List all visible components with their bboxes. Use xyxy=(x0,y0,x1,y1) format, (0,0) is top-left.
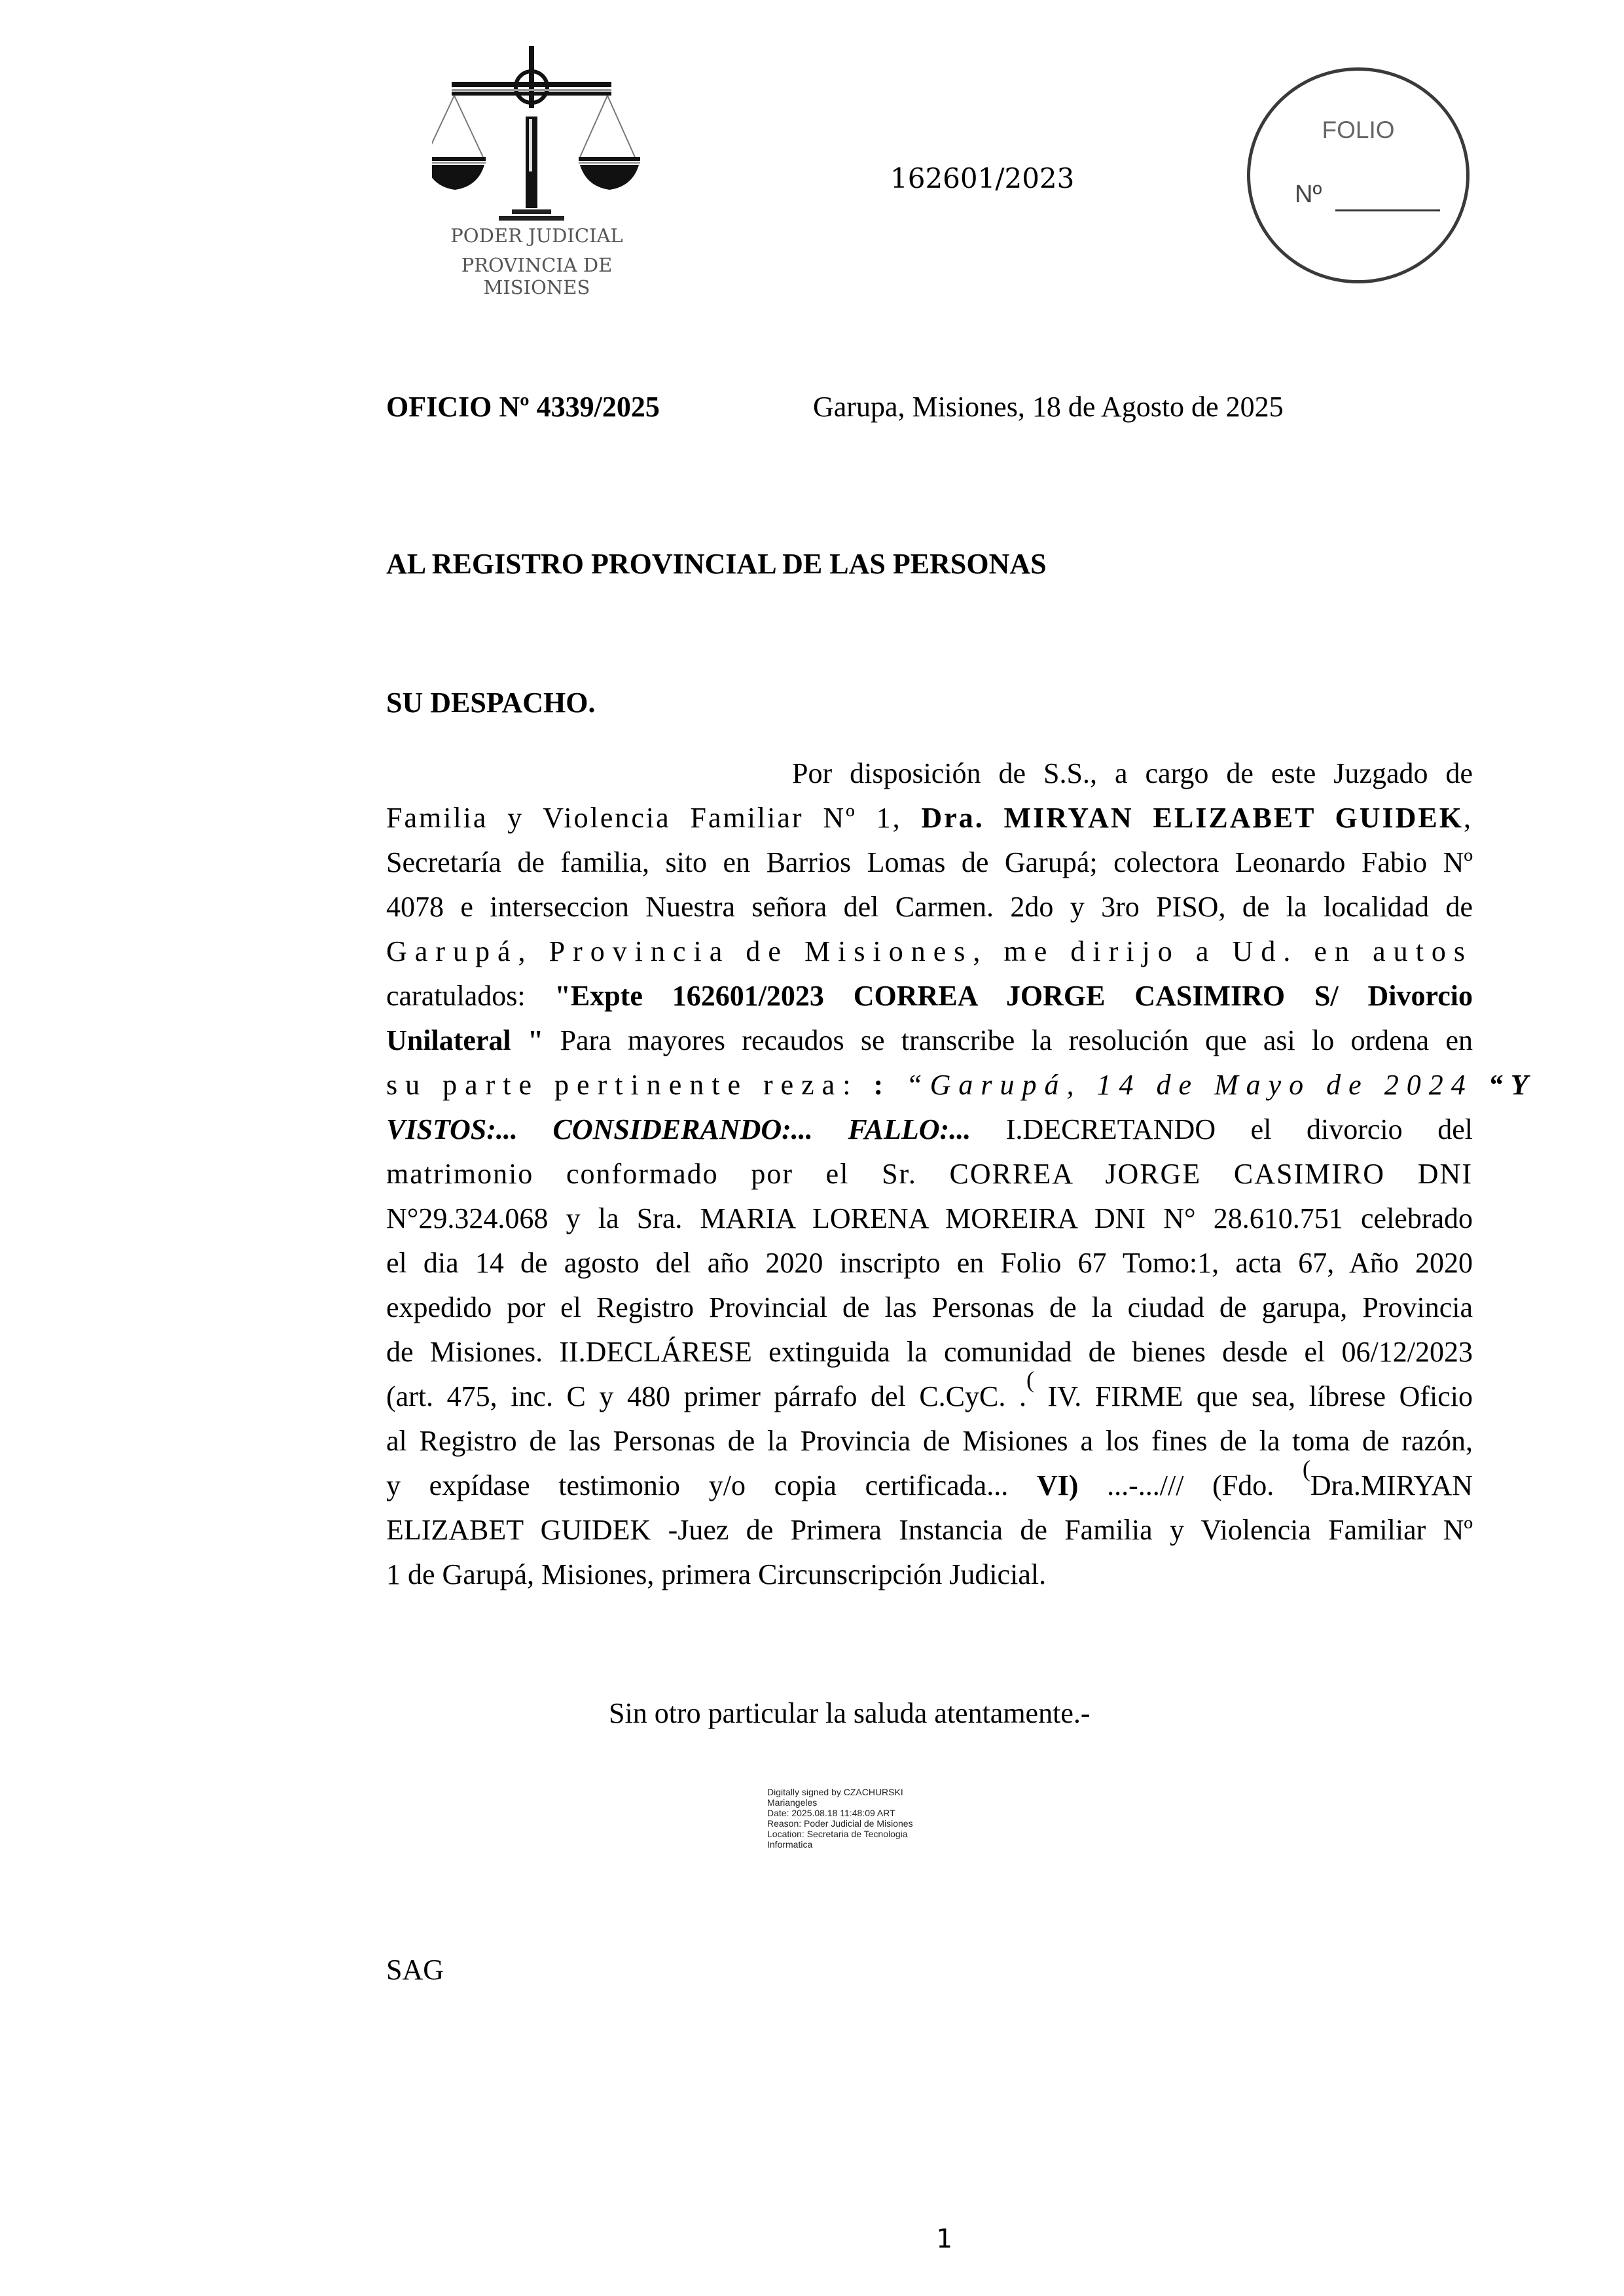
body-line: Secretaría de familia, sito en Barrios Lomas de Garupá; colectora Leonardo Fabio Nº xyxy=(386,846,1473,878)
folio-label: FOLIO xyxy=(1322,117,1395,143)
body-line: el dia 14 de agosto del año 2020 inscripto en Folio 67 Tomo:1, acta 67, Año 2020 xyxy=(386,1247,1473,1279)
oficio-number: OFICIO Nº 4339/2025 xyxy=(386,391,660,423)
body-line: de Misiones. II.DECLÁRESE extinguida la comunidad de bienes desde el 06/12/2023 xyxy=(386,1336,1473,1368)
court-logo xyxy=(406,39,668,298)
place-date: Garupa, Misiones, 18 de Agosto de 2025 xyxy=(813,391,1284,423)
author-initials: SAG xyxy=(386,1954,444,1986)
body-line: VISTOS:... CONSIDERANDO:... FALLO:... I.DECRETANDO el divorcio del xyxy=(386,1113,1473,1145)
logo-text-poder-judicial: PODER JUDICIAL xyxy=(450,224,623,247)
folio-number-blank xyxy=(1335,209,1440,211)
page-number: 1 xyxy=(936,2224,952,2254)
body-line: (art. 475, inc. C y 480 primer párrafo del C.CyC. .( IV. FIRME que sea, líbrese Oficio xyxy=(386,1377,1473,1418)
body-line: al Registro de las Personas de la Provincia de Misiones a los fines de la toma de razón, xyxy=(386,1425,1473,1457)
body-line: ELIZABET GUIDEK -Juez de Primera Instancia de Familia y Violencia Familiar Nº xyxy=(386,1514,1473,1546)
addressee: AL REGISTRO PROVINCIAL DE LAS PERSONAS xyxy=(386,548,1047,580)
despacho-heading: SU DESPACHO. xyxy=(386,687,596,719)
resolution-date: “Garupá, 14 de Mayo de 2024 xyxy=(906,1069,1473,1101)
body-line: expedido por el Registro Provincial de las Personas de la ciudad de garupa, Provincia xyxy=(386,1291,1473,1323)
body-line: y expídase testimonio y/o copia certificada... VI) ...-.../// (Fdo. (Dra.MIRYAN xyxy=(386,1466,1473,1507)
paren-mark: ( xyxy=(1302,1456,1310,1482)
body-line: Garupá, Provincia de Misiones, me dirijo a Ud. en autos xyxy=(386,935,1473,967)
body-line: N°29.324.068 y la Sra. MARIA LORENA MOREIRA DNI N° 28.610.751 celebrado xyxy=(386,1202,1473,1234)
paren-mark: ( xyxy=(1026,1367,1034,1393)
closing-salutation: Sin otro particular la saluda atentamente.- xyxy=(609,1697,1091,1729)
digital-signature[interactable]: Digitally signed by CZACHURSKI Mariangeles Date: 2025.08.18 11:48:09 ART Reason: Poder Judicial de Misiones Location: Secretaria de Tecnologia Informatica xyxy=(767,1787,913,1850)
folio-stamp xyxy=(1247,67,1470,283)
body-line: Por disposición de S.S., a cargo de este Juzgado de xyxy=(792,757,1473,789)
body-line: 1 de Garupá, Misiones, primera Circunscripción Judicial. xyxy=(386,1558,1047,1590)
body-line: Familia y Violencia Familiar Nº 1, Dra. MIRYAN ELIZABET GUIDEK, xyxy=(386,802,1473,834)
case-number: 162601/2023 xyxy=(890,162,1075,194)
body-line: Unilateral " Para mayores recaudos se transcribe la resolución que asi lo ordena en xyxy=(386,1024,1473,1056)
folio-number-label: Nº xyxy=(1295,181,1322,208)
logo-text-provincia: PROVINCIA DE MISIONES xyxy=(461,254,613,298)
body-line: 4078 e interseccion Nuestra señora del Carmen. 2do y 3ro PISO, de la localidad de xyxy=(386,891,1473,923)
body-line: matrimonio conformado por el Sr. CORREA JORGE CASIMIRO DNI xyxy=(386,1158,1473,1190)
case-title: "Expte 162601/2023 CORREA JORGE CASIMIRO S/ Divorcio xyxy=(554,980,1473,1012)
judge-name: Dra. MIRYAN ELIZABET GUIDEK xyxy=(921,802,1464,834)
body-line: caratulados: "Expte 162601/2023 CORREA JORGE CASIMIRO S/ Divorcio xyxy=(386,980,1473,1012)
body-line: su parte pertinente reza: : “Garupá, 14 de Mayo de 2024 “Y xyxy=(386,1069,1536,1101)
scales-of-justice-icon xyxy=(432,46,641,223)
